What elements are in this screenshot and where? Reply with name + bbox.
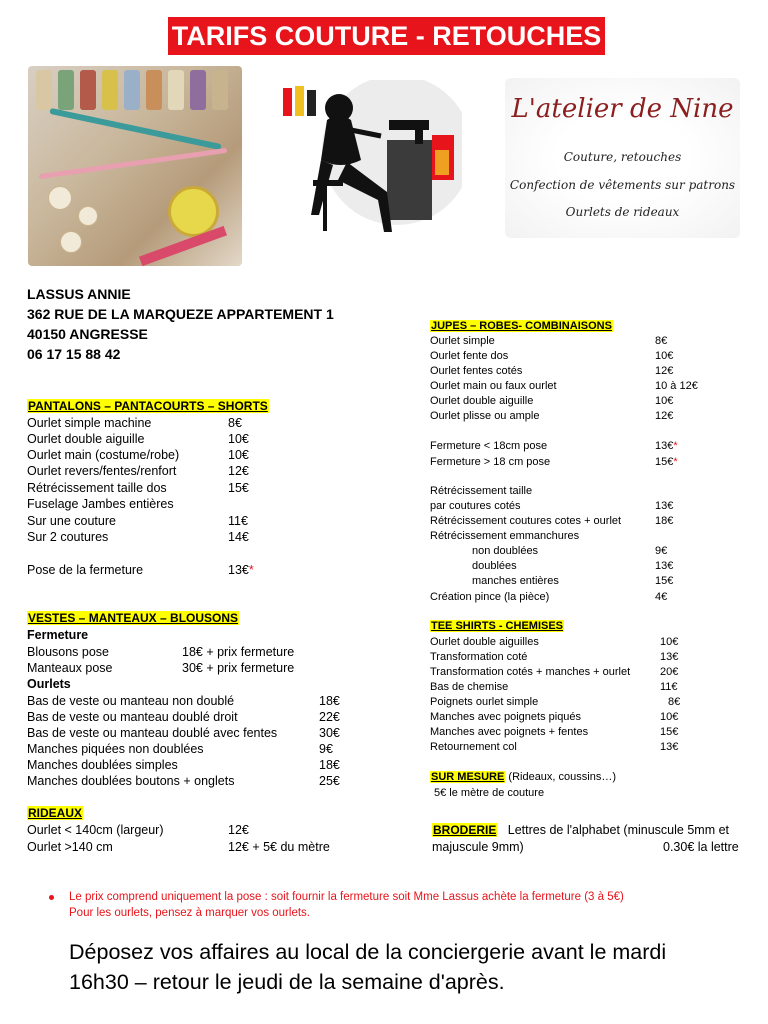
price-value: 15€ [655, 575, 674, 587]
price-label: Sur une couture [27, 514, 116, 528]
thread-spool-icon [36, 70, 52, 110]
price-label: Ourlet double aiguille [27, 432, 145, 446]
thread-spool-icon [80, 70, 96, 110]
price-label: Ourlet revers/fentes/renfort [27, 464, 177, 478]
price-value: 9€ [319, 742, 333, 756]
price-label: Rétrécissement taille [430, 485, 533, 497]
price-label: Fermeture < 18cm pose [430, 440, 548, 452]
thread-spool-icon [146, 70, 162, 110]
logo-title: L'atelier de Nine [511, 94, 734, 124]
price-value: 13€ [655, 560, 674, 572]
price-value: 18€ [319, 758, 340, 772]
subheading-ourlets: Ourlets [27, 677, 71, 691]
section-heading-surmesure: SUR MESURE [431, 771, 505, 783]
price-amount: 13€ [655, 440, 674, 452]
price-value [655, 440, 678, 452]
thread-spool-icon [168, 70, 184, 110]
price-amount: 15€ [655, 456, 674, 468]
price-label: Ourlet double aiguilles [430, 636, 539, 648]
price-label: Ourlet main (costume/robe) [27, 448, 180, 462]
contact-block [27, 284, 334, 364]
section-heading-broderie: BRODERIE [433, 823, 497, 837]
price-value: 10€ [228, 432, 249, 446]
contact-phone: 06 17 15 88 42 [27, 346, 121, 362]
price-label: Transformation cotés + manches + ourlet [430, 666, 631, 678]
footer-line: 16h30 – retour le jeudi de la semaine d'après. [69, 970, 505, 994]
price-value: 10€ [228, 448, 249, 462]
price-label: Ourlet simple [430, 335, 495, 347]
price-value: 25€ [319, 774, 340, 788]
price-label: Bas de veste ou manteau doublé avec fentes [27, 726, 278, 740]
thread-spool-icon [58, 70, 74, 110]
price-value: 30€ + prix fermeture [182, 661, 295, 675]
broderie-line [432, 823, 729, 837]
price-value: 13€ [655, 500, 674, 512]
price-label: Manches piquées non doublées [27, 742, 204, 756]
sewing-supplies-photo [28, 66, 242, 266]
price-label: Ourlet simple machine [27, 416, 152, 430]
price-value: 22€ [319, 710, 340, 724]
price-label: Pose de la fermeture [27, 563, 144, 577]
button-icon [60, 231, 82, 253]
price-value: 12€ [228, 464, 249, 478]
pricing-note [69, 889, 624, 921]
price-label: Sur 2 coutures [27, 530, 109, 544]
price-value: 18€ + prix fermeture [182, 645, 295, 659]
price-value: 8€ [655, 335, 668, 347]
ribbon-icon [39, 148, 228, 179]
ribbon-icon [49, 108, 221, 150]
price-value: 13€ [660, 651, 679, 663]
price-value: 10€ [655, 395, 674, 407]
section-heading-vestes: VESTES – MANTEAUX – BLOUSONS [28, 611, 239, 625]
price-label: Bas de veste ou manteau non doublé [27, 694, 235, 708]
contact-city: 40150 ANGRESSE [27, 326, 148, 342]
logo-line: Ourlets de rideaux [565, 205, 680, 219]
price-label: non doublées [472, 545, 539, 557]
price-label: manches entières [472, 575, 559, 587]
price-value: 13€ [660, 741, 679, 753]
price-label: Transformation coté [430, 651, 528, 663]
price-value: 15€ [228, 481, 249, 495]
price-value: 18€ [319, 694, 340, 708]
thread-spool-icon [190, 70, 206, 110]
button-icon [48, 186, 72, 210]
contact-name: LASSUS ANNIE [27, 286, 131, 302]
sur-mesure-line [430, 771, 616, 783]
thread-spool-icon [102, 70, 118, 110]
price-label: Manches doublées boutons + onglets [27, 774, 235, 788]
price-label: Ourlet >140 cm [27, 840, 113, 854]
contact-address: 362 RUE DE LA MARQUEZE APPARTEMENT 1 [27, 306, 334, 322]
price-label: Manches doublées simples [27, 758, 178, 772]
price-value: 15€ [660, 726, 679, 738]
broderie-text: Lettres de l'alphabet (minuscule 5mm et [507, 823, 730, 837]
price-value: 12€ + 5€ du mètre [228, 840, 330, 854]
price-value: 12€ [655, 410, 674, 422]
price-label: Création pince (la pièce) [430, 591, 550, 603]
price-label: Manches avec poignets piqués [430, 711, 582, 723]
logo-line: Couture, retouches [563, 150, 682, 164]
price-label: Poignets ourlet simple [430, 696, 539, 708]
price-value [655, 456, 678, 468]
page-title: TARIFS COUTURE - RETOUCHES [168, 17, 605, 55]
note-line: Pour les ourlets, pensez à marquer vos ourlets. [69, 907, 310, 919]
price-value: 8€ [668, 696, 681, 708]
asterisk-marker: * [673, 456, 678, 468]
price-label: Rétrécissement coutures cotes + ourlet [430, 515, 622, 527]
price-value: 10€ [660, 711, 679, 723]
price-value: 20€ [660, 666, 679, 678]
thread-spool-icon [212, 70, 228, 110]
price-value: 14€ [228, 530, 249, 544]
thread-spool-icon [124, 70, 140, 110]
price-label: Fermeture > 18 cm pose [430, 456, 551, 468]
dropoff-instructions [69, 937, 666, 997]
price-value: 12€ [228, 823, 249, 837]
price-label: Ourlet < 140cm (largeur) [27, 823, 164, 837]
price-value: 8€ [228, 416, 242, 430]
price-label: Rétrécissement emmanchures [430, 530, 580, 542]
price-label: Rétrécissement taille dos [27, 481, 167, 495]
sur-mesure-detail: (Rideaux, coussins…) [508, 771, 616, 783]
price-value: 18€ [655, 515, 674, 527]
price-value: 10 à 12€ [655, 380, 698, 392]
section-heading-pantalons: PANTALONS – PANTACOURTS – SHORTS [28, 399, 268, 413]
broderie-text-2: majuscule 9mm) [432, 840, 524, 854]
section-heading-teeshirts: TEE SHIRTS - CHEMISES [431, 620, 564, 632]
price-label: Ourlet main ou faux ourlet [430, 380, 557, 392]
note-line: Le prix comprend uniquement la pose : soit fournir la fermeture soit Mme Lassus achète la fermeture (3 à 5€) [69, 891, 624, 903]
bullet-icon [49, 895, 54, 900]
price-label: par coutures cotés [430, 500, 521, 512]
price-label: Ourlet fente dos [430, 350, 509, 362]
asterisk-marker: * [248, 563, 254, 577]
price-label: Fuselage Jambes entières [27, 497, 174, 511]
atelier-logo [505, 78, 740, 238]
price-label: Ourlet fentes cotés [430, 365, 523, 377]
button-icon [78, 206, 98, 226]
section-heading-jupes: JUPES – ROBES- COMBINAISONS [431, 320, 612, 332]
asterisk-marker: * [673, 440, 678, 452]
price-label: Bas de chemise [430, 681, 509, 693]
price-label: Bas de veste ou manteau doublé droit [27, 710, 238, 724]
price-label: Manches avec poignets + fentes [430, 726, 589, 738]
price-value: 10€ [660, 636, 679, 648]
price-value: 9€ [655, 545, 668, 557]
price-label: Manteaux pose [27, 661, 113, 675]
price-value: 11€ [660, 681, 678, 693]
price-value: 4€ [655, 591, 668, 603]
price-value: 30€ [319, 726, 340, 740]
price-label: Ourlet plisse ou ample [430, 410, 540, 422]
price-amount: 13€ [228, 563, 249, 577]
footer-line: Déposez vos affaires au local de la conciergerie avant le mardi [69, 940, 667, 964]
section-heading-rideaux: RIDEAUX [28, 806, 83, 820]
price-value: 10€ [655, 350, 674, 362]
seamstress-silhouette-illustration [277, 80, 462, 245]
broderie-price: 0.30€ la lettre [663, 840, 739, 854]
sur-mesure-price: 5€ le mètre de couture [434, 787, 545, 799]
price-label: Blousons pose [27, 645, 110, 659]
price-label: Ourlet double aiguille [430, 395, 534, 407]
price-label: doublées [472, 560, 517, 572]
subheading-fermeture: Fermeture [27, 628, 89, 642]
logo-line: Confection de vêtements sur patrons [509, 178, 736, 192]
price-value: 11€ [228, 514, 248, 528]
price-value [228, 563, 254, 577]
price-value: 12€ [655, 365, 674, 377]
price-label: Retournement col [430, 741, 517, 753]
